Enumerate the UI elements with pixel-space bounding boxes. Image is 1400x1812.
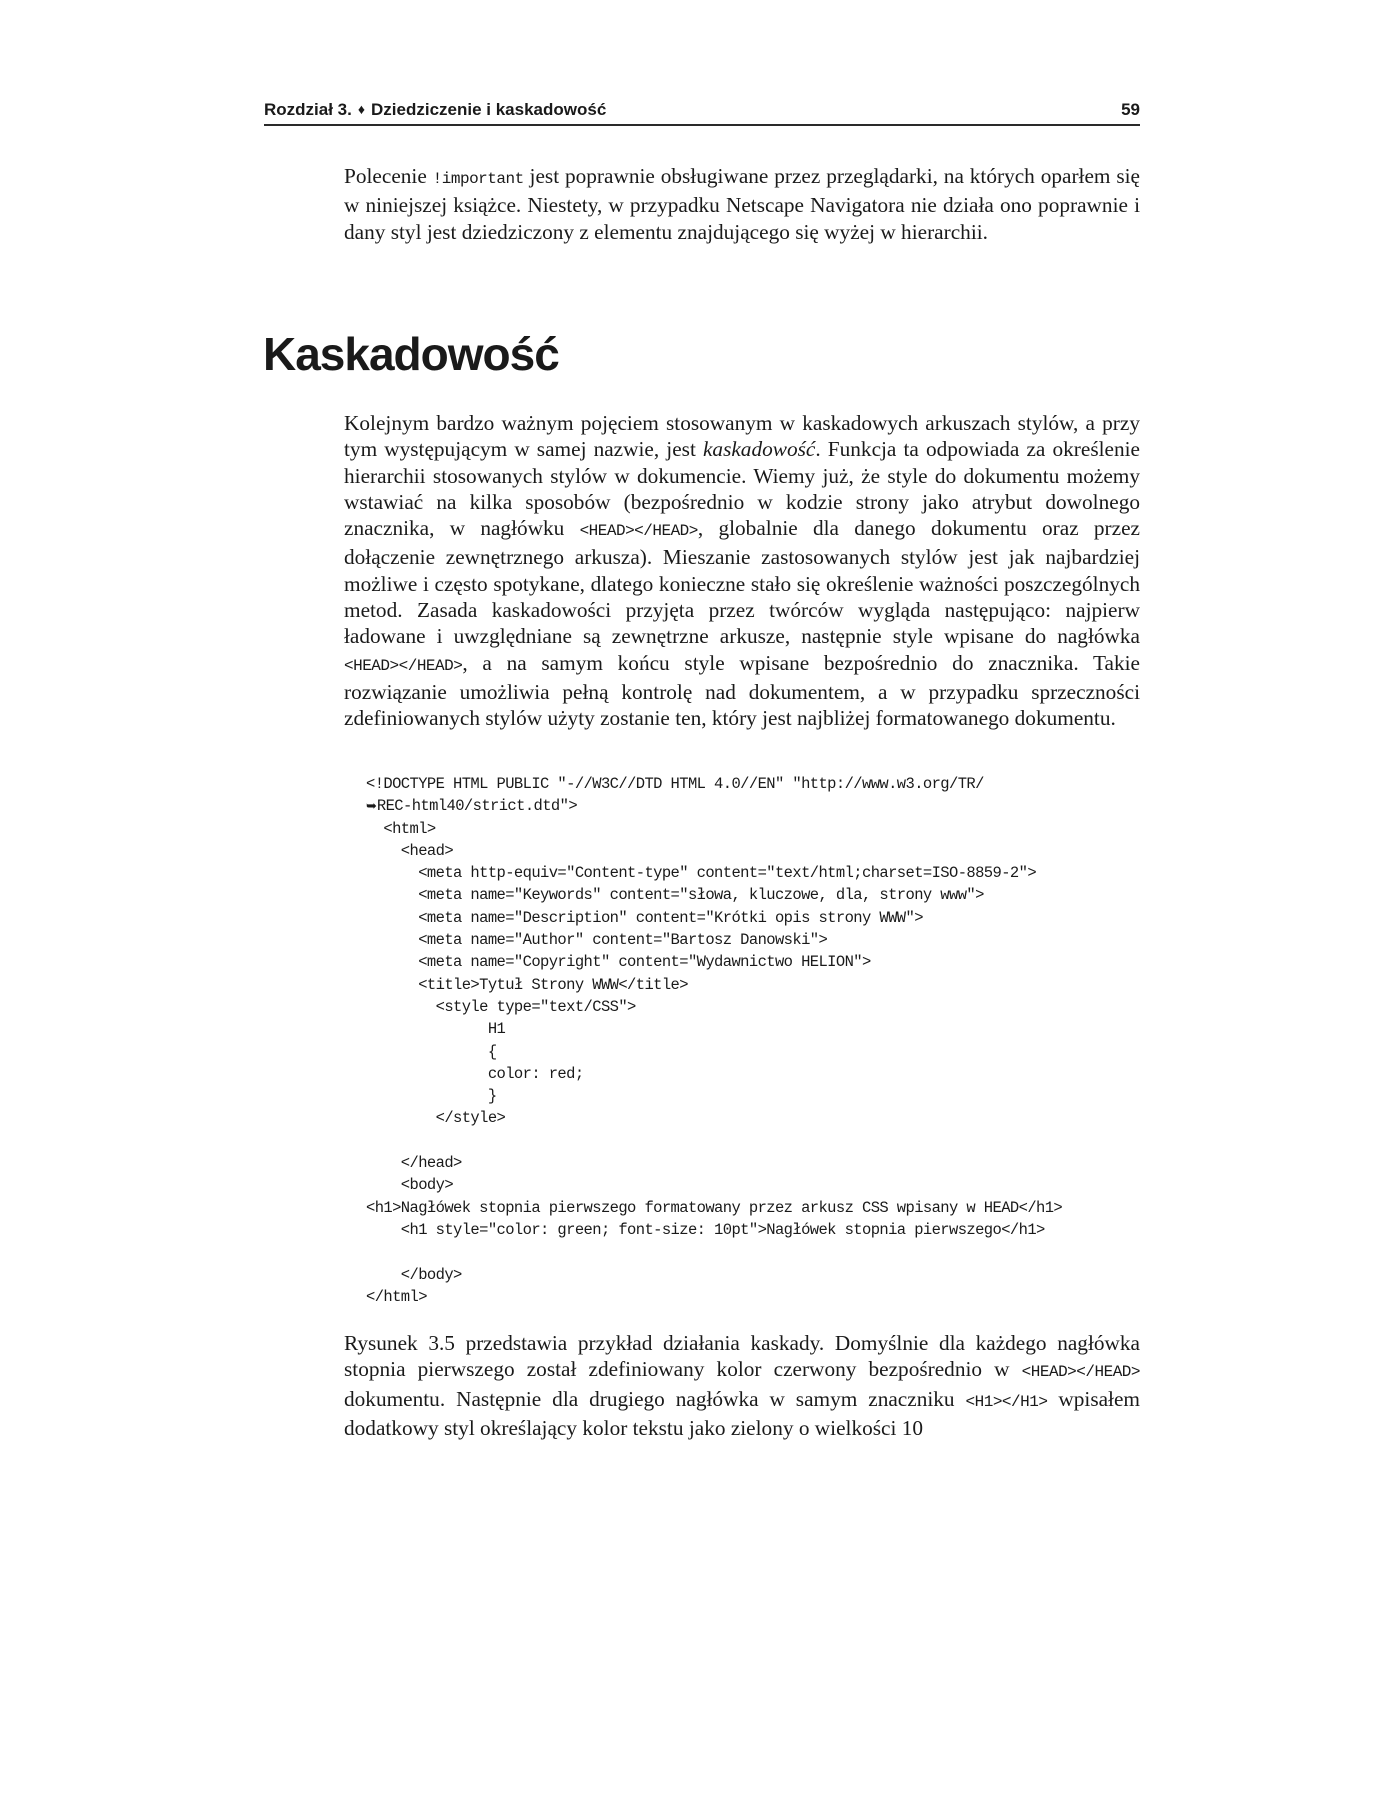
code-line: <body> — [366, 1176, 454, 1195]
continuation-arrow-icon: ➥ — [366, 799, 377, 815]
chapter-title: Dziedziczenie i kaskadowość — [371, 100, 607, 119]
intro-text-2: jest poprawnie obsługiwane przez przeglądarki, na których oparłem się w niniejszej książce. Niestety, w przypadku Netscape Navigatora nie działa ono poprawnie i dany styl jest dziedziczony z elementu znajdującego się wyżej w hierarchii. — [344, 164, 1140, 244]
after-text-2: dokumentu. Następnie dla drugiego nagłówka w samym znaczniku — [344, 1386, 966, 1411]
code-line: <meta name="Keywords" content="słowa, kluczowe, dla, strony www"> — [366, 886, 984, 905]
main-paragraph — [344, 410, 1140, 732]
code-line: { — [366, 1042, 497, 1061]
code-line: <!DOCTYPE HTML PUBLIC "-//W3C//DTD HTML 4.0//EN" "http://www.w3.org/TR/ — [366, 775, 984, 793]
chapter-heading — [264, 100, 606, 120]
inline-code-important: !important — [432, 170, 524, 188]
code-line: <meta http-equiv="Content-type" content="text/html;charset=ISO-8859-2"> — [366, 864, 1037, 883]
inline-code-h1: <H1></H1> — [965, 1392, 1048, 1411]
code-line: </html> — [366, 1287, 427, 1306]
code-line: color: red; — [366, 1064, 584, 1083]
code-line: </body> — [366, 1265, 462, 1284]
code-line: <h1 style="color: green; font-size: 10pt">Nagłówek stopnia pierwszego</h1> — [366, 1220, 1045, 1239]
page-number: 59 — [1121, 100, 1140, 119]
code-line — [366, 795, 1062, 817]
code-line: <meta name="Description" content="Krótki opis strony WWW"> — [366, 908, 923, 927]
diamond-icon: ♦ — [357, 101, 366, 117]
main-text-4: , a na samym końcu style wpisane bezpośrednio do znacznika. Takie rozwiązanie umożliwia pełną kontrolę nad dokumentem, a w przypadku sprzeczności zdefiniowanych stylów użyty zostanie ten, który jest najbliżej formatowanego dokumentu. — [344, 650, 1140, 731]
code-line: <html> — [366, 819, 436, 838]
main-text-3: , globalnie dla danego dokumentu oraz przez dołączenie zewnętrznego arkusza). Mieszanie zastosowanych stylów jest jak najbardziej możliwe i często spotykane, dlatego konieczne stało się określenie ważności poszczególnych metod. Zasada kaskadowości przyjęta przez twórców wygląda następująco: najpierw ładowane i uwzględniane są zewnętrzne arkusze, następnie style wpisane do nagłówka — [344, 516, 1141, 649]
code-line: <style type="text/CSS"> — [366, 997, 636, 1016]
code-line — [366, 1130, 1062, 1152]
main-text-2: . Funkcja ta odpowiada za określenie hierarchii stosowanych stylów w dokumencie. Wiemy już, że style do dokumentu możemy wstawiać na kilka sposobów (bezpośrednio w kodzie strony jako atrybut dowolnego znacznika, w nagłówku — [344, 437, 1140, 541]
running-header — [264, 98, 1140, 126]
code-line: <meta name="Copyright" content="Wydawnictwo HELION"> — [366, 953, 871, 972]
after-text-1: Rysunek 3.5 przedstawia przykład działania kaskady. Domyślnie dla każdego nagłówka stopnia pierwszego został zdefiniowany kolor czerwony bezpośrednio w — [344, 1331, 1140, 1382]
code-line: </style> — [366, 1109, 506, 1128]
inline-code-head-3: <HEAD></HEAD> — [1021, 1363, 1140, 1382]
code-line: <h1>Nagłówek stopnia pierwszego formatowany przez arkusz CSS wpisany w HEAD</h1> — [366, 1198, 1063, 1217]
inline-code-head-1: <HEAD></HEAD> — [579, 522, 698, 541]
intro-text-1: Polecenie — [344, 164, 433, 188]
code-line: <meta name="Author" content="Bartosz Danowski"> — [366, 931, 828, 950]
code-line: H1 — [366, 1020, 506, 1039]
section-title: Kaskadowość — [263, 328, 559, 380]
main-text-1: Kolejnym bardzo ważnym pojęciem stosowanym w kaskadowych arkuszach stylów, a przy tym występującym w samej nazwie, jest — [344, 411, 1140, 462]
code-line: } — [366, 1087, 497, 1106]
figure-description-paragraph — [344, 1330, 1140, 1441]
intro-paragraph — [344, 163, 1140, 245]
code-line — [366, 1241, 1062, 1263]
after-text-3: wpisałem dodatkowy styl określający kolor tekstu jako zielony o wielkości 10 — [344, 1386, 1140, 1440]
code-listing — [366, 773, 1062, 1308]
code-line: </head> — [366, 1154, 462, 1173]
code-line-text: REC-html40/strict.dtd"> — [376, 797, 578, 816]
main-emphasis: kaskadowość — [702, 437, 816, 462]
chapter-label: Rozdział 3. — [264, 100, 352, 119]
code-line: <title>Tytuł Strony WWW</title> — [366, 975, 688, 994]
inline-code-head-2: <HEAD></HEAD> — [344, 656, 463, 675]
code-line: <head> — [366, 841, 454, 860]
